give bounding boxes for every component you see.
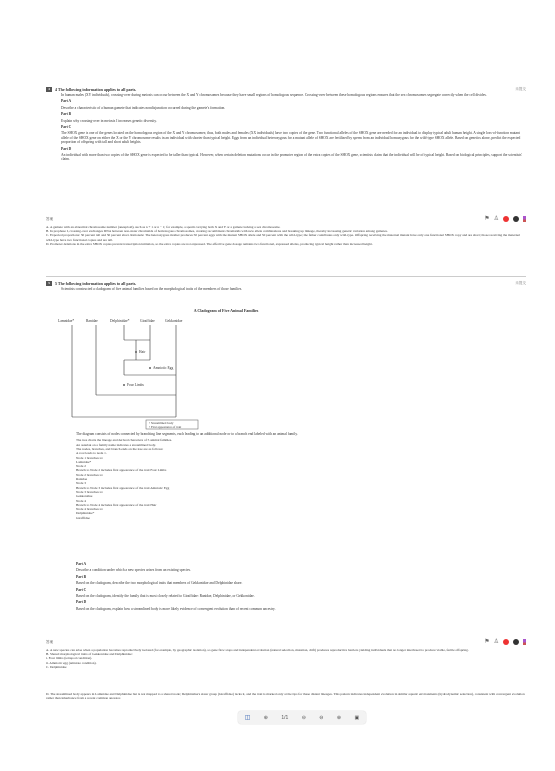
question-5-parts [76,562,541,613]
question-intro: In human males (XY individuals), crossing-over during meiosis can occur between the X and Y chromosomes because they have small regions of homologous sequence. Crossing-over between these homologous regions ensures that the sex chromosomes segregate correctly when the cell divides. [61,93,487,97]
description-line: The tree charts the lineage and derived characters of 5 animal families. [76,438,173,443]
question-number-badge: 4 [46,87,52,92]
description-line: An asterisk on a family name indicates a streamlined body. [76,442,157,447]
description-line: Ranidae [76,477,88,482]
part-a-title: Part A [76,562,87,566]
description-line: A root leads to node 1. [76,451,107,456]
question-header [46,86,526,93]
answer-label: 答案 [46,216,54,221]
description-line: The nodes, branches, and branch ends on the tree are as follows: [76,447,164,451]
pen-icon[interactable] [523,639,526,645]
record-icon[interactable] [503,216,509,222]
taxon-label: Gekkonidae [165,319,183,323]
question-body [61,287,526,291]
taxon-label: Ranidae [86,319,98,323]
part-d-title: Part D [61,146,72,151]
description-line: Branch to Node 2 includes first appearance of the trait Four Limbs [76,468,167,473]
viewer-toolbar [238,711,366,724]
part-c-title: Part C [76,587,87,592]
pen-icon[interactable] [523,216,526,222]
taxon-label: Lamnidae* [58,319,75,323]
part-a-text: Describe a condition under which a new species arises from an existing species. [76,568,191,573]
taxon-label: Delphinidae* [110,319,130,323]
answer-tools [484,216,526,222]
description-line: Lamnidae* [76,459,92,464]
answer-line: C. Expected proportions: 50 percent tall and 50 percent short. Rationale: The heterozygous mother produces 50 percent eggs with the mutant SHOX allele and 50 percent with the wild-type; the father contributes only wild-type. Offspring receiving the maternal mutant have only one functional SHOX copy and are short; those receiving the maternal wild-type have two functional copies and are tall. [46,233,520,242]
question-5 [46,280,526,293]
camera-icon[interactable] [513,216,519,222]
description-line: Node 4 [76,498,86,503]
question-intro: Scientists constructed a cladogram of five animal families based on the morphological traits of the members of those families. [61,287,243,291]
fit-page-icon[interactable]: ▣ [354,714,360,721]
question-4 [46,86,526,164]
zoom-in-icon[interactable]: ⊕ [336,714,342,721]
part-b-text: Based on the cladogram, describe the two morphological traits that members of Gekkonidae and Delphinidae share. [76,581,243,586]
sidebar-toggle-icon[interactable]: ◫ [244,715,251,721]
description-line: Node 2 branches to: [76,472,104,477]
description-line: Node 3 [76,481,86,486]
answer-line: ii. Amniotic egg (amniote condition). [46,660,97,665]
answer-label: 答案 [46,639,54,644]
answer-bar-q5 [46,638,526,646]
answer-line: A. A gamete with an abnormal chromosome number (aneuploid), such as n + 1 or n − 1; for example, a sperm carrying both X and Y or a gamete lacking a sex chromosome. [46,225,281,229]
person-icon[interactable]: ♙ [493,639,499,645]
cladogram-figure [46,305,526,429]
question-header [46,280,526,287]
page-indicator: 1/1 [281,714,289,721]
answer-line: B. In prophase I, crossing-over exchanges DNA between non-sister chromatids of homologous chromosomes, creating recombinant chromatids with new allele combinations and breaking up linkage, thereby increasing genetic variation among gametes. [46,229,388,234]
divider [46,276,526,277]
cladogram-description [76,432,541,520]
answer-line: B. Shared morphological traits of Gekkonidae and Delphinidae: [46,652,133,657]
answer-text-q5-d [46,692,526,700]
answer-bar-q4 [46,215,526,223]
part-d-text: Based on the cladogram, explain how a streamlined body is more likely evidence of convergent evolution than of recent common ancestry. [76,606,276,611]
trait-label: Amniotic Egg [153,366,174,370]
answer-text-q4 [46,225,526,246]
part-c-text: The SHOX gene is one of the genes located on the homologous region of the X and Y chromosomes; thus, both males and females (XX individuals) have two copies of the gene. Two functional alleles of the SHOX gene are needed for an individual to display typical adult human height. A single loss-of-function mutant allele of the SHOX gene on either the X or the Y chromosome results in an individual with shorter than typical height. Eggs from an individual heterozygous for a mutant allele of SHOX are fertilized by sperm from an individual homozygous for the wild-type SHOX allele. Based on genetics alone, predict the expected proportion of offspring with tall and short adult heights. [61,131,521,145]
question-title: 5 The following information applies to all parts. [55,281,137,286]
record-icon[interactable] [503,639,509,645]
description-line: The diagram consists of nodes connected by branching line segments, each leading to an additional node or to a branch end labeled with an animal family. [76,432,298,436]
flag-icon[interactable]: ⚑ [484,216,490,222]
person-icon[interactable]: ♙ [493,216,499,222]
description-line: Node 4 branches to: [76,507,104,512]
answer-line: D. The streamlined body appears in Lamnidae and Delphinidae but is not mapped to a shared node; Delphinidae's sister group (Giraffidae) lacks it, and the trait is marked only at the tips for these distant lineages. This pattern indicates independent evolution in similar aquatic environments (hydrodynamic selection), consistent with convergent evolution rather than inheritance from a recent common ancestor. [46,692,525,701]
answer-text-q5 [46,648,526,669]
trait-label: Hair [139,350,146,354]
answer-line: C. Delphinidae [46,664,67,669]
answer-line: D. Promoter deletions in the extra SHOX copies prevent transcription initiation, so the extra copies are not expressed. The effective gene dosage remains two functional, expressed alleles, producing typical height rather than increased height. [46,241,373,246]
answer-line: i. Four limbs (tetrapod condition). [46,656,93,661]
answer-tools [484,639,526,645]
description-line: Giraffidae [76,515,90,520]
description-line: Branch to Node 4 includes first appearance of the trait Hair [76,502,157,507]
zoom-out-icon[interactable]: ⊖ [319,714,324,721]
part-c-text: Based on the cladogram, identify the family that is most closely related to Giraffidae: Ranidae, Delphinidae, or Gekkonidae. [76,594,255,599]
taxon-label: Giraffidae [140,319,155,323]
part-d-text: An individual with more than two copies of the SHOX gene is expected to be taller than typical. However, when certain deletion mutations occur in the promoter region of the extra copies of the SHOX gene, scientists claim that the individual will be of typical height. Based on biological principles, support the scientists' claim. [61,153,523,162]
part-b-title: Part B [76,574,87,579]
legend-entry: • First appearance of trait [149,425,182,429]
camera-icon[interactable] [513,639,519,645]
part-b-text: Explain why crossing-over in meiosis I increases genetic diversity. [61,118,157,123]
answer-line: A. A new species can arise when a population becomes reproductively isolated (for example, by geographic isolation), so gene flow stops and independent evolution (natural selection, mutation, drift) produces reproductive barriers yielding individuals that no longer interbreed to produce viable, fertile offspring. [46,648,469,652]
question-title: 4 The following information applies to all parts. [55,87,137,92]
cladogram-svg [46,305,526,430]
part-a-title: Part A [61,99,72,104]
next-page-icon[interactable]: ⊖ [301,714,306,721]
description-line: Gekkonidae [76,494,93,499]
previous-page-icon[interactable]: ⊕ [263,714,268,721]
submission-status: 未提交 [515,87,526,91]
part-b-title: Part B [61,112,72,117]
description-line: Branch to Node 3 includes first appearance of the trait Amniotic Egg [76,485,170,490]
part-a-text: Describe a characteristic of a human gamete that indicates nondisjunction occurred during the gamete's formation. [61,105,226,110]
question-number-badge: 5 [46,281,52,286]
flag-icon[interactable]: ⚑ [484,639,490,645]
part-c-title: Part C [61,125,72,130]
description-line: Delphinidae* [76,511,95,516]
submission-status: 未提交 [515,281,526,285]
part-d-title: Part D [76,600,87,605]
question-body [61,93,526,162]
description-line: Node 3 branches to: [76,489,104,494]
legend-entry: • Streamlined body [149,421,174,425]
trait-label: Four Limbs [127,383,144,387]
description-line: Node 1 branches to: [76,455,104,460]
cladogram-title: A Cladogram of Five Animal Families [193,308,259,313]
description-line: Node 2 [76,464,86,469]
